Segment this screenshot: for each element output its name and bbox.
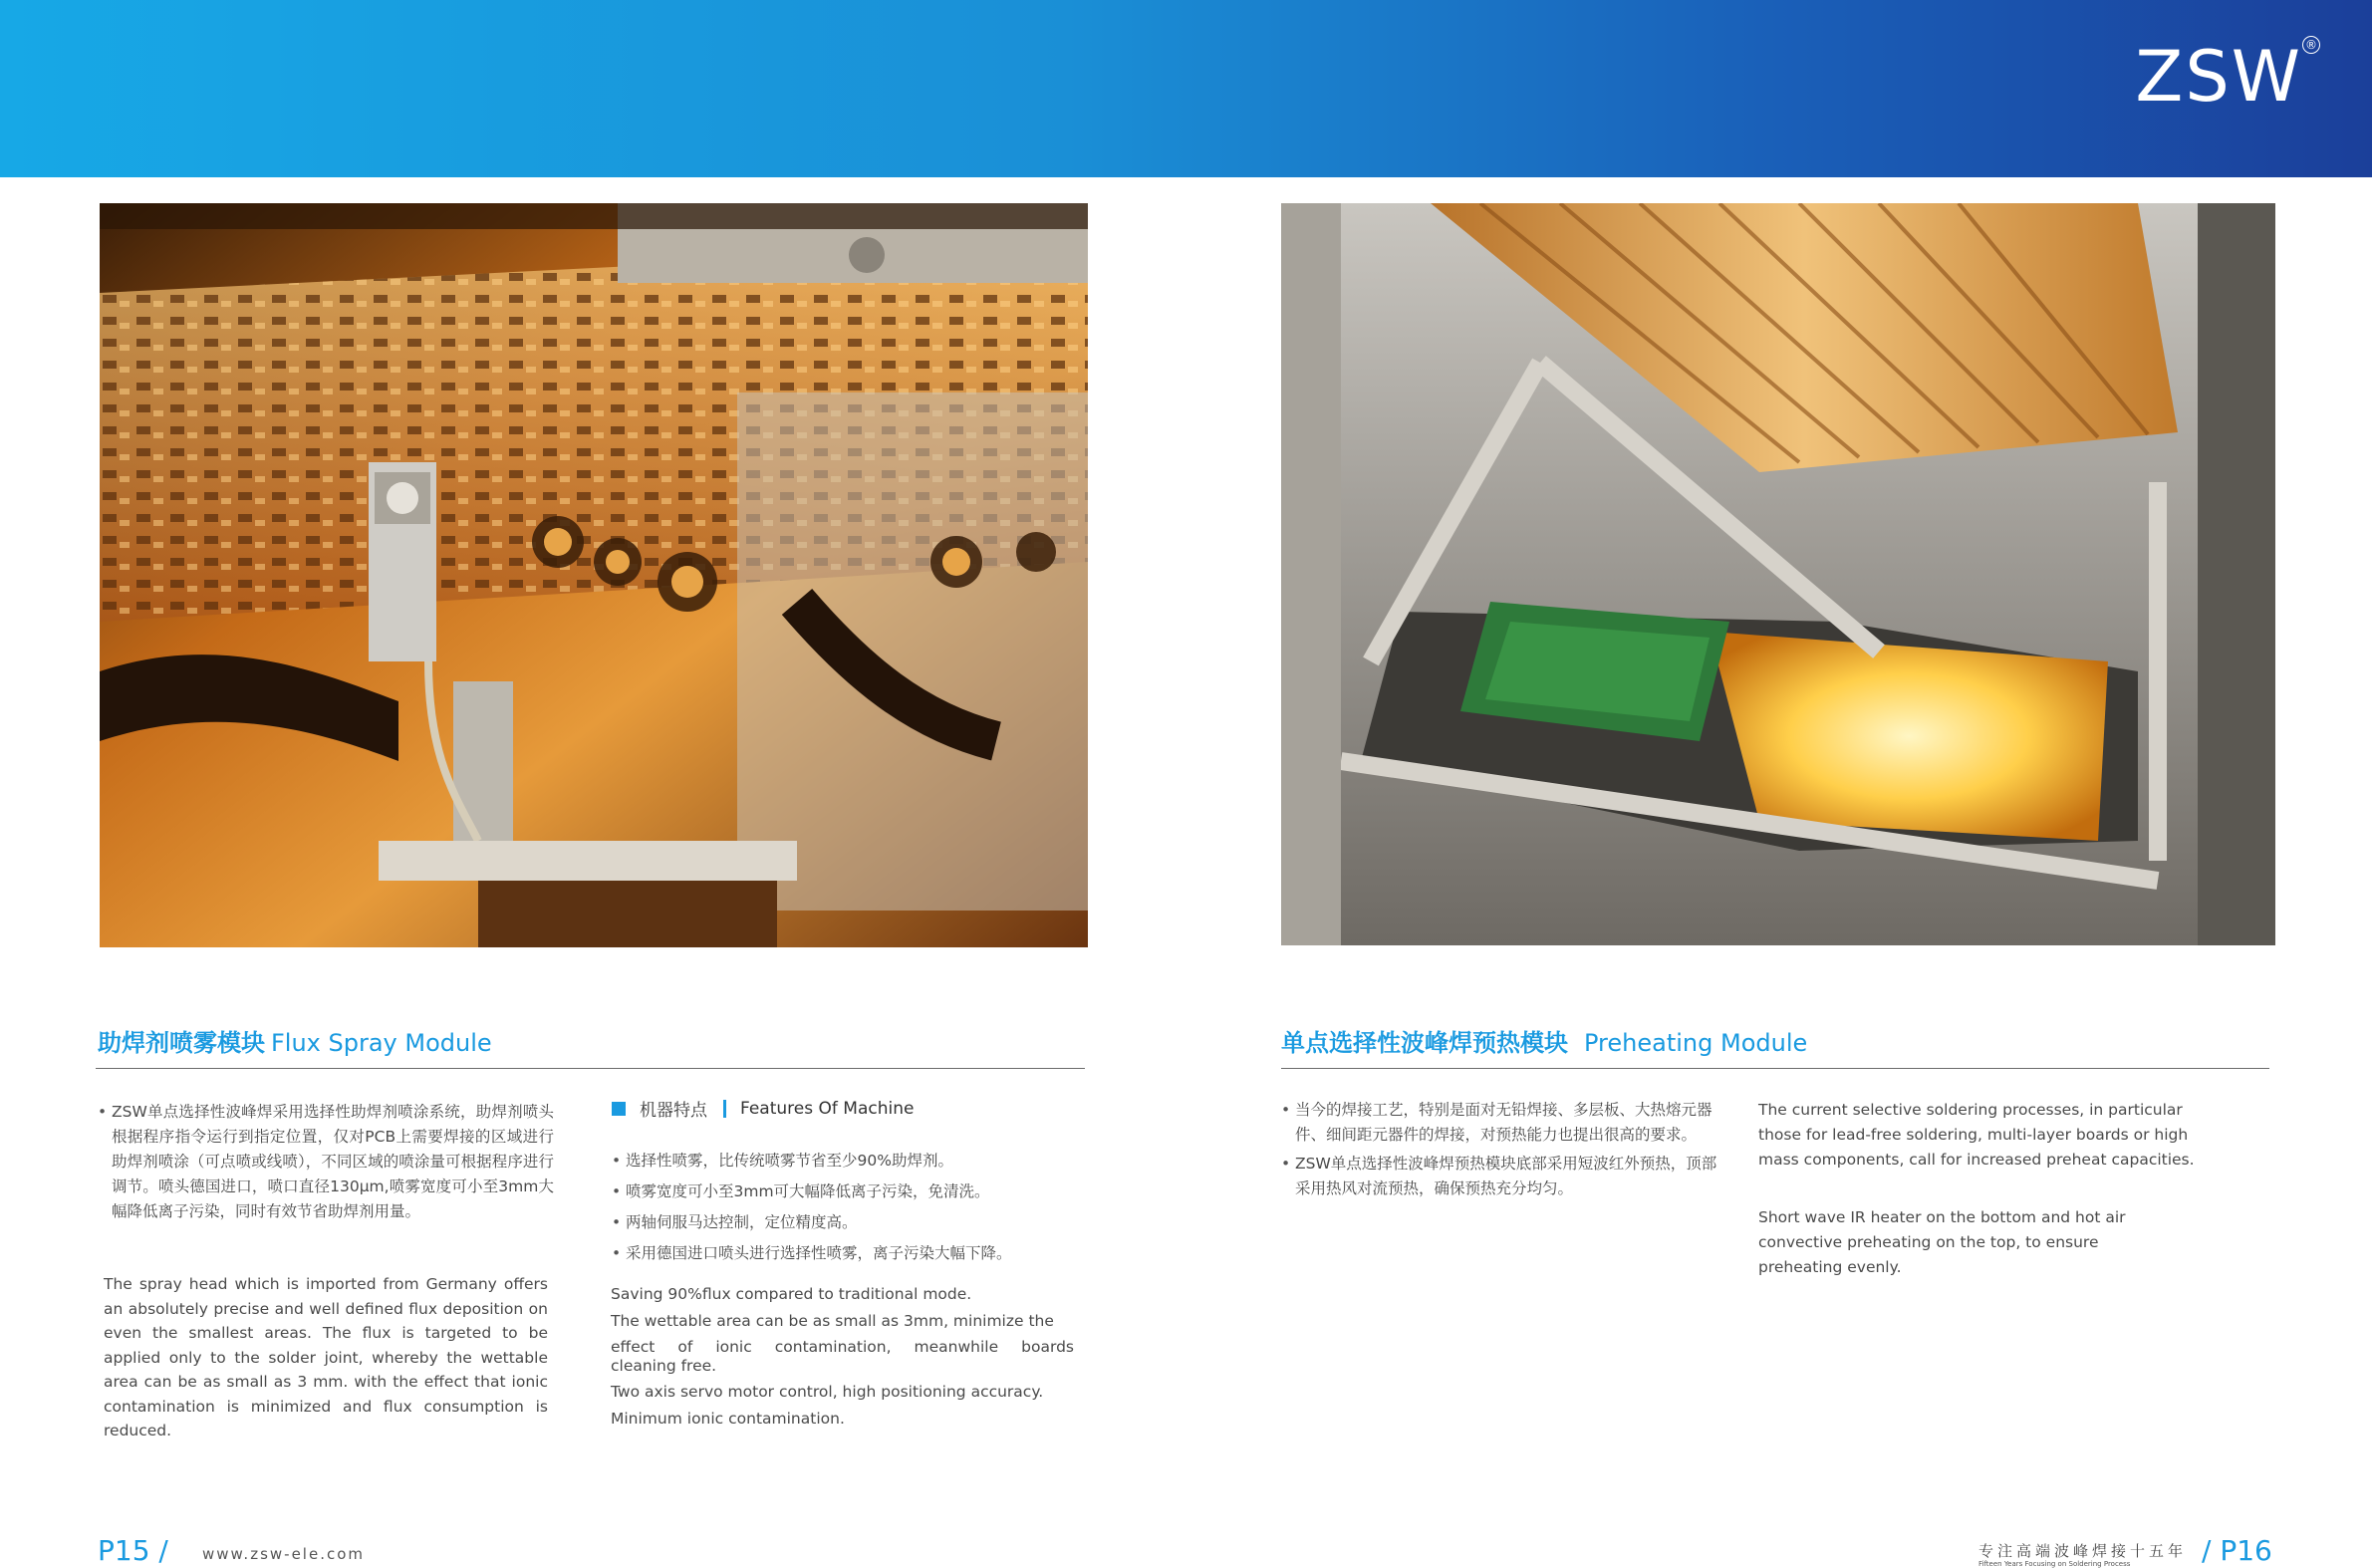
list-item: Minimum ionic contamination. — [611, 1409, 845, 1428]
slogan-cn: 专注高端波峰焊接十五年 — [1978, 1542, 2188, 1560]
list-item: • ZSW单点选择性波峰焊预热模块底部采用短波红外预热，顶部采用热风对流预热，确保预热充分均匀。 — [1281, 1152, 1725, 1201]
list-item: • 选择性喷雾，比传统喷雾节省至少90%助焊剂。 — [612, 1146, 1080, 1176]
features-list-cn — [612, 1146, 1080, 1269]
section-divider — [96, 1068, 1085, 1069]
slogan-en: Fifteen Years Focusing on Soldering Process — [1978, 1560, 2131, 1568]
list-item: Two axis servo motor control, high positioning accuracy. — [611, 1383, 1044, 1401]
title-cn: 单点选择性波峰焊预热模块 — [1281, 1029, 1568, 1057]
features-heading-cn: 机器特点 — [640, 1101, 707, 1121]
brand-logo: ZSW — [2135, 36, 2302, 118]
flux-spray-illustration — [100, 203, 1088, 947]
list-item: Saving 90%flux compared to traditional mode. — [611, 1285, 972, 1303]
bullet-text: • ZSW单点选择性波峰焊采用选择性助焊剂喷涂系统，助焊剂喷头根据程序指令运行到指定位置，仅对PCB上需要焊接的区域进行助焊剂喷涂（可点喷或线喷），不同区域的喷涂量可根据程序进行调节。喷头德国进口，喷口直径130μm,喷雾宽度可小至3mm大幅降低离子污染，同时有效节省助焊剂用量。 — [98, 1100, 554, 1224]
list-item: The wettable area can be as small as 3mm, minimize the — [611, 1311, 1054, 1330]
website-link[interactable]: www.zsw-ele.com — [202, 1545, 365, 1563]
flux-spray-title — [98, 1023, 492, 1058]
divider-bar — [723, 1100, 726, 1118]
header-band — [0, 0, 2372, 177]
registered-mark: ® — [2302, 36, 2320, 54]
features-heading-en: Features Of Machine — [740, 1098, 915, 1119]
list-item: effect of ionic contamination, meanwhile boards — [611, 1338, 1074, 1356]
flux-spray-photo — [100, 203, 1088, 947]
features-heading — [612, 1096, 914, 1121]
section-divider — [1281, 1068, 2269, 1069]
list-item: • 两轴伺服马达控制，定位精度高。 — [612, 1207, 1080, 1238]
flux-intro-cn — [98, 1100, 554, 1224]
preheating-illustration — [1281, 203, 2275, 945]
title-cn: 助焊剂喷雾模块 — [98, 1029, 265, 1057]
list-item: • 当今的焊接工艺，特别是面对无铅焊接、多层板、大热熔元器件、细间距元器件的焊接，对预热能力也提出很高的要求。 — [1281, 1098, 1725, 1148]
title-en: Flux Spray Module — [271, 1029, 492, 1057]
preheating-title — [1281, 1023, 1807, 1058]
title-en: Preheating Module — [1584, 1029, 1808, 1057]
list-item: • 采用德国进口喷头进行选择性喷雾，离子污染大幅下降。 — [612, 1238, 1080, 1269]
list-item: • 喷雾宽度可小至3mm可大幅降低离子污染，免清洗。 — [612, 1176, 1080, 1207]
square-bullet-icon — [612, 1102, 626, 1116]
page-number-left: P15 / — [98, 1534, 168, 1567]
features-list-en — [611, 1281, 1074, 1432]
list-item: cleaning free. — [611, 1356, 717, 1375]
page-number-right: / P16 — [2202, 1534, 2272, 1567]
preheating-para-en: Short wave IR heater on the bottom and hot air convective preheating on the top, to ensure preheating evenly. — [1758, 1208, 2126, 1276]
preheating-para-en: The current selective soldering processes, in particular those for lead-free soldering, multi-layer boards or high mass components, call for increased preheat capacities. — [1758, 1101, 2195, 1169]
flux-intro-en: The spray head which is imported from Germany offers an absolutely precise and well defined flux deposition on even the smallest areas. The flux is targeted to be applied only to the solder joint, whereby the wettable area can be as small as 3 mm. with the effect that ionic contamination is minimized and flux consumption is reduced. — [104, 1275, 548, 1439]
preheating-photo — [1281, 203, 2275, 945]
preheating-bullets-cn — [1281, 1098, 1725, 1205]
